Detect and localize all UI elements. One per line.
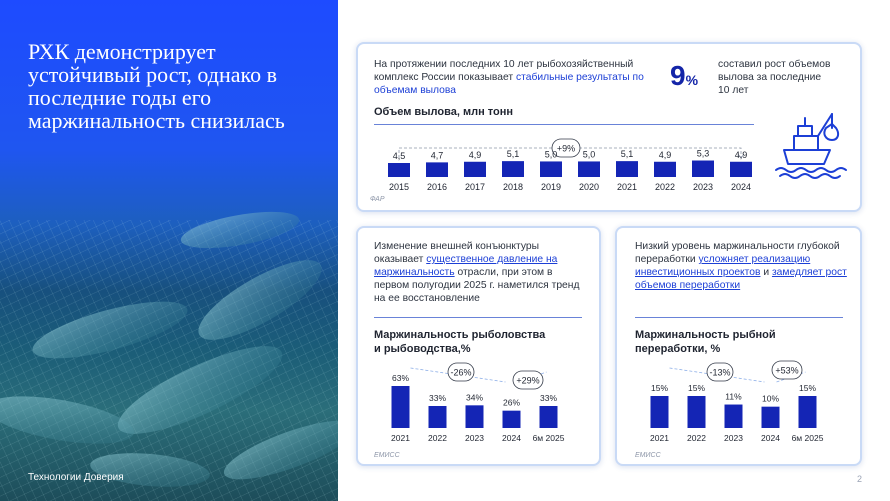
change-badge-a: -13% bbox=[709, 367, 731, 378]
hero-title: РХК демонстрирует устойчивый рост, однако в последние годы его маржинальность снизилась bbox=[28, 39, 285, 133]
catch-source: ФАР bbox=[370, 196, 385, 203]
bar-2018 bbox=[502, 161, 524, 177]
tick-label-2022: 2022 bbox=[687, 433, 706, 443]
bar-2015 bbox=[388, 163, 410, 177]
processing-margin-chart bbox=[637, 358, 842, 448]
tick-label-2022: 2022 bbox=[428, 433, 447, 443]
value-label-2024: 4,9 bbox=[734, 149, 748, 160]
value-label-2016: 4,7 bbox=[430, 150, 444, 161]
bar-6м-2025 bbox=[799, 396, 817, 428]
catch-volume-chart bbox=[372, 118, 762, 198]
bar-2020 bbox=[578, 161, 600, 177]
value-label-2019: 5,0 bbox=[544, 149, 558, 160]
processing-highlight-2: замедляет рост объемов переработки bbox=[635, 267, 847, 291]
bar-2024 bbox=[762, 407, 780, 428]
tick-label-2017: 2017 bbox=[464, 182, 486, 192]
growth-value: 9% bbox=[670, 60, 699, 91]
change-badge-b: +29% bbox=[516, 375, 540, 386]
processing-margin-text: Низкий уровень маржинальности глубокой переработки усложняет реализацию инвестиционных проектов и замедляет рост объемов переработки bbox=[635, 241, 847, 291]
value-label-2015: 4,5 bbox=[392, 151, 406, 161]
bar-2016 bbox=[426, 162, 448, 177]
tick-label-2021: 2021 bbox=[616, 182, 638, 192]
value-label-6м-2025: 15% bbox=[798, 383, 817, 393]
bar-6м-2025 bbox=[540, 406, 558, 428]
value-label-2022: 15% bbox=[687, 383, 706, 393]
value-label-2022: 4,9 bbox=[658, 149, 672, 160]
bar-2023 bbox=[692, 161, 714, 177]
fishing-margin-chart bbox=[378, 358, 583, 448]
fishing-margin-text: Изменение внешней конъюнктуры оказывает существенное давление на маржинальность отрасли, при этом в первом полугодии 2025 г. наметился тренд на ее восстановление bbox=[374, 241, 580, 304]
tick-label-2022: 2022 bbox=[654, 182, 676, 192]
value-label-2020: 5,0 bbox=[582, 149, 596, 160]
value-label-2023: 34% bbox=[465, 392, 484, 403]
value-label-2021: 15% bbox=[650, 383, 669, 393]
tick-label-2020: 2020 bbox=[578, 182, 600, 192]
processing-chart-title-line-1: Маржинальность рыбной bbox=[635, 329, 776, 341]
processing-source: ЕМИСС bbox=[635, 452, 661, 459]
bar-2017 bbox=[464, 162, 486, 177]
bar-2022 bbox=[688, 396, 706, 428]
value-label-2017: 4,9 bbox=[468, 149, 482, 160]
value-label-2022: 33% bbox=[428, 393, 447, 403]
value-label-2023: 11% bbox=[725, 391, 742, 402]
fishing-margin-highlight: существенное давление на маржинальность bbox=[374, 254, 558, 278]
bar-2022 bbox=[429, 406, 447, 428]
tick-label-2021: 2021 bbox=[391, 433, 410, 443]
footer-brand: Технологии Доверия bbox=[28, 472, 124, 483]
change-badge-b: +53% bbox=[775, 365, 799, 376]
fishing-chart-title-line-1: Маржинальность рыболовства bbox=[374, 329, 546, 341]
growth-caption: составил рост объемов вылова за последние 10 лет bbox=[718, 59, 831, 96]
processing-highlight-1: усложняет реализацию инвестиционных проектов bbox=[635, 254, 811, 278]
value-label-2021: 5,1 bbox=[620, 149, 634, 160]
processing-margin-card bbox=[615, 226, 862, 466]
catch-change-badge: +9% bbox=[556, 143, 576, 154]
tick-label-2016: 2016 bbox=[426, 182, 448, 192]
tick-label-2023: 2023 bbox=[465, 433, 484, 443]
value-label-2023: 5,3 bbox=[696, 148, 710, 159]
tick-label-2023: 2023 bbox=[692, 182, 714, 192]
bar-2023 bbox=[466, 405, 484, 428]
bar-2023 bbox=[725, 405, 743, 428]
catch-volume-card bbox=[356, 42, 862, 212]
processing-chart-title-line-2: переработки, % bbox=[635, 343, 721, 355]
hero-panel bbox=[0, 0, 338, 501]
bar-2021 bbox=[392, 386, 410, 428]
tick-label-2024: 2024 bbox=[502, 433, 521, 443]
tick-label-2023: 2023 bbox=[724, 433, 743, 443]
tick-label-2018: 2018 bbox=[502, 182, 524, 192]
fishing-chart-title-line-2: и рыбоводства,% bbox=[374, 343, 471, 355]
tick-label-6м-2025: 6м 2025 bbox=[532, 433, 565, 443]
catch-highlight: стабильные результаты по объемам вылова bbox=[374, 72, 644, 96]
value-label-2024: 10% bbox=[761, 393, 780, 404]
tick-label-2015: 2015 bbox=[388, 182, 410, 192]
bar-2024 bbox=[503, 411, 521, 428]
tick-label-2021: 2021 bbox=[650, 433, 669, 443]
processing-text-rule bbox=[635, 317, 843, 318]
fishing-source: ЕМИСС bbox=[374, 452, 400, 459]
page-number: 2 bbox=[857, 474, 863, 484]
value-label-2021: 63% bbox=[391, 373, 410, 383]
catch-chart-title: Объем вылова, млн тонн bbox=[374, 106, 514, 118]
fishing-text-rule bbox=[374, 317, 582, 318]
value-label-2024: 26% bbox=[502, 397, 521, 408]
tick-label-6м-2025: 6м 2025 bbox=[791, 433, 824, 443]
fishing-margin-card bbox=[356, 226, 601, 466]
value-label-6м-2025: 33% bbox=[539, 393, 558, 403]
bar-2019 bbox=[540, 161, 562, 177]
fishing-ship-icon bbox=[770, 106, 850, 186]
catch-intro-text: На протяжении последних 10 лет рыбохозяйственный комплекс России показывает стабильные результаты по объемам вылова bbox=[374, 59, 644, 96]
bar-2021 bbox=[651, 396, 669, 428]
tick-label-2019: 2019 bbox=[540, 182, 562, 192]
change-badge-a: -26% bbox=[450, 367, 472, 378]
tick-label-2024: 2024 bbox=[730, 182, 752, 192]
value-label-2018: 5,1 bbox=[506, 149, 520, 160]
tick-label-2024: 2024 bbox=[761, 433, 780, 443]
bar-2022 bbox=[654, 162, 676, 177]
bar-2021 bbox=[616, 161, 638, 177]
bar-2024 bbox=[730, 162, 752, 177]
